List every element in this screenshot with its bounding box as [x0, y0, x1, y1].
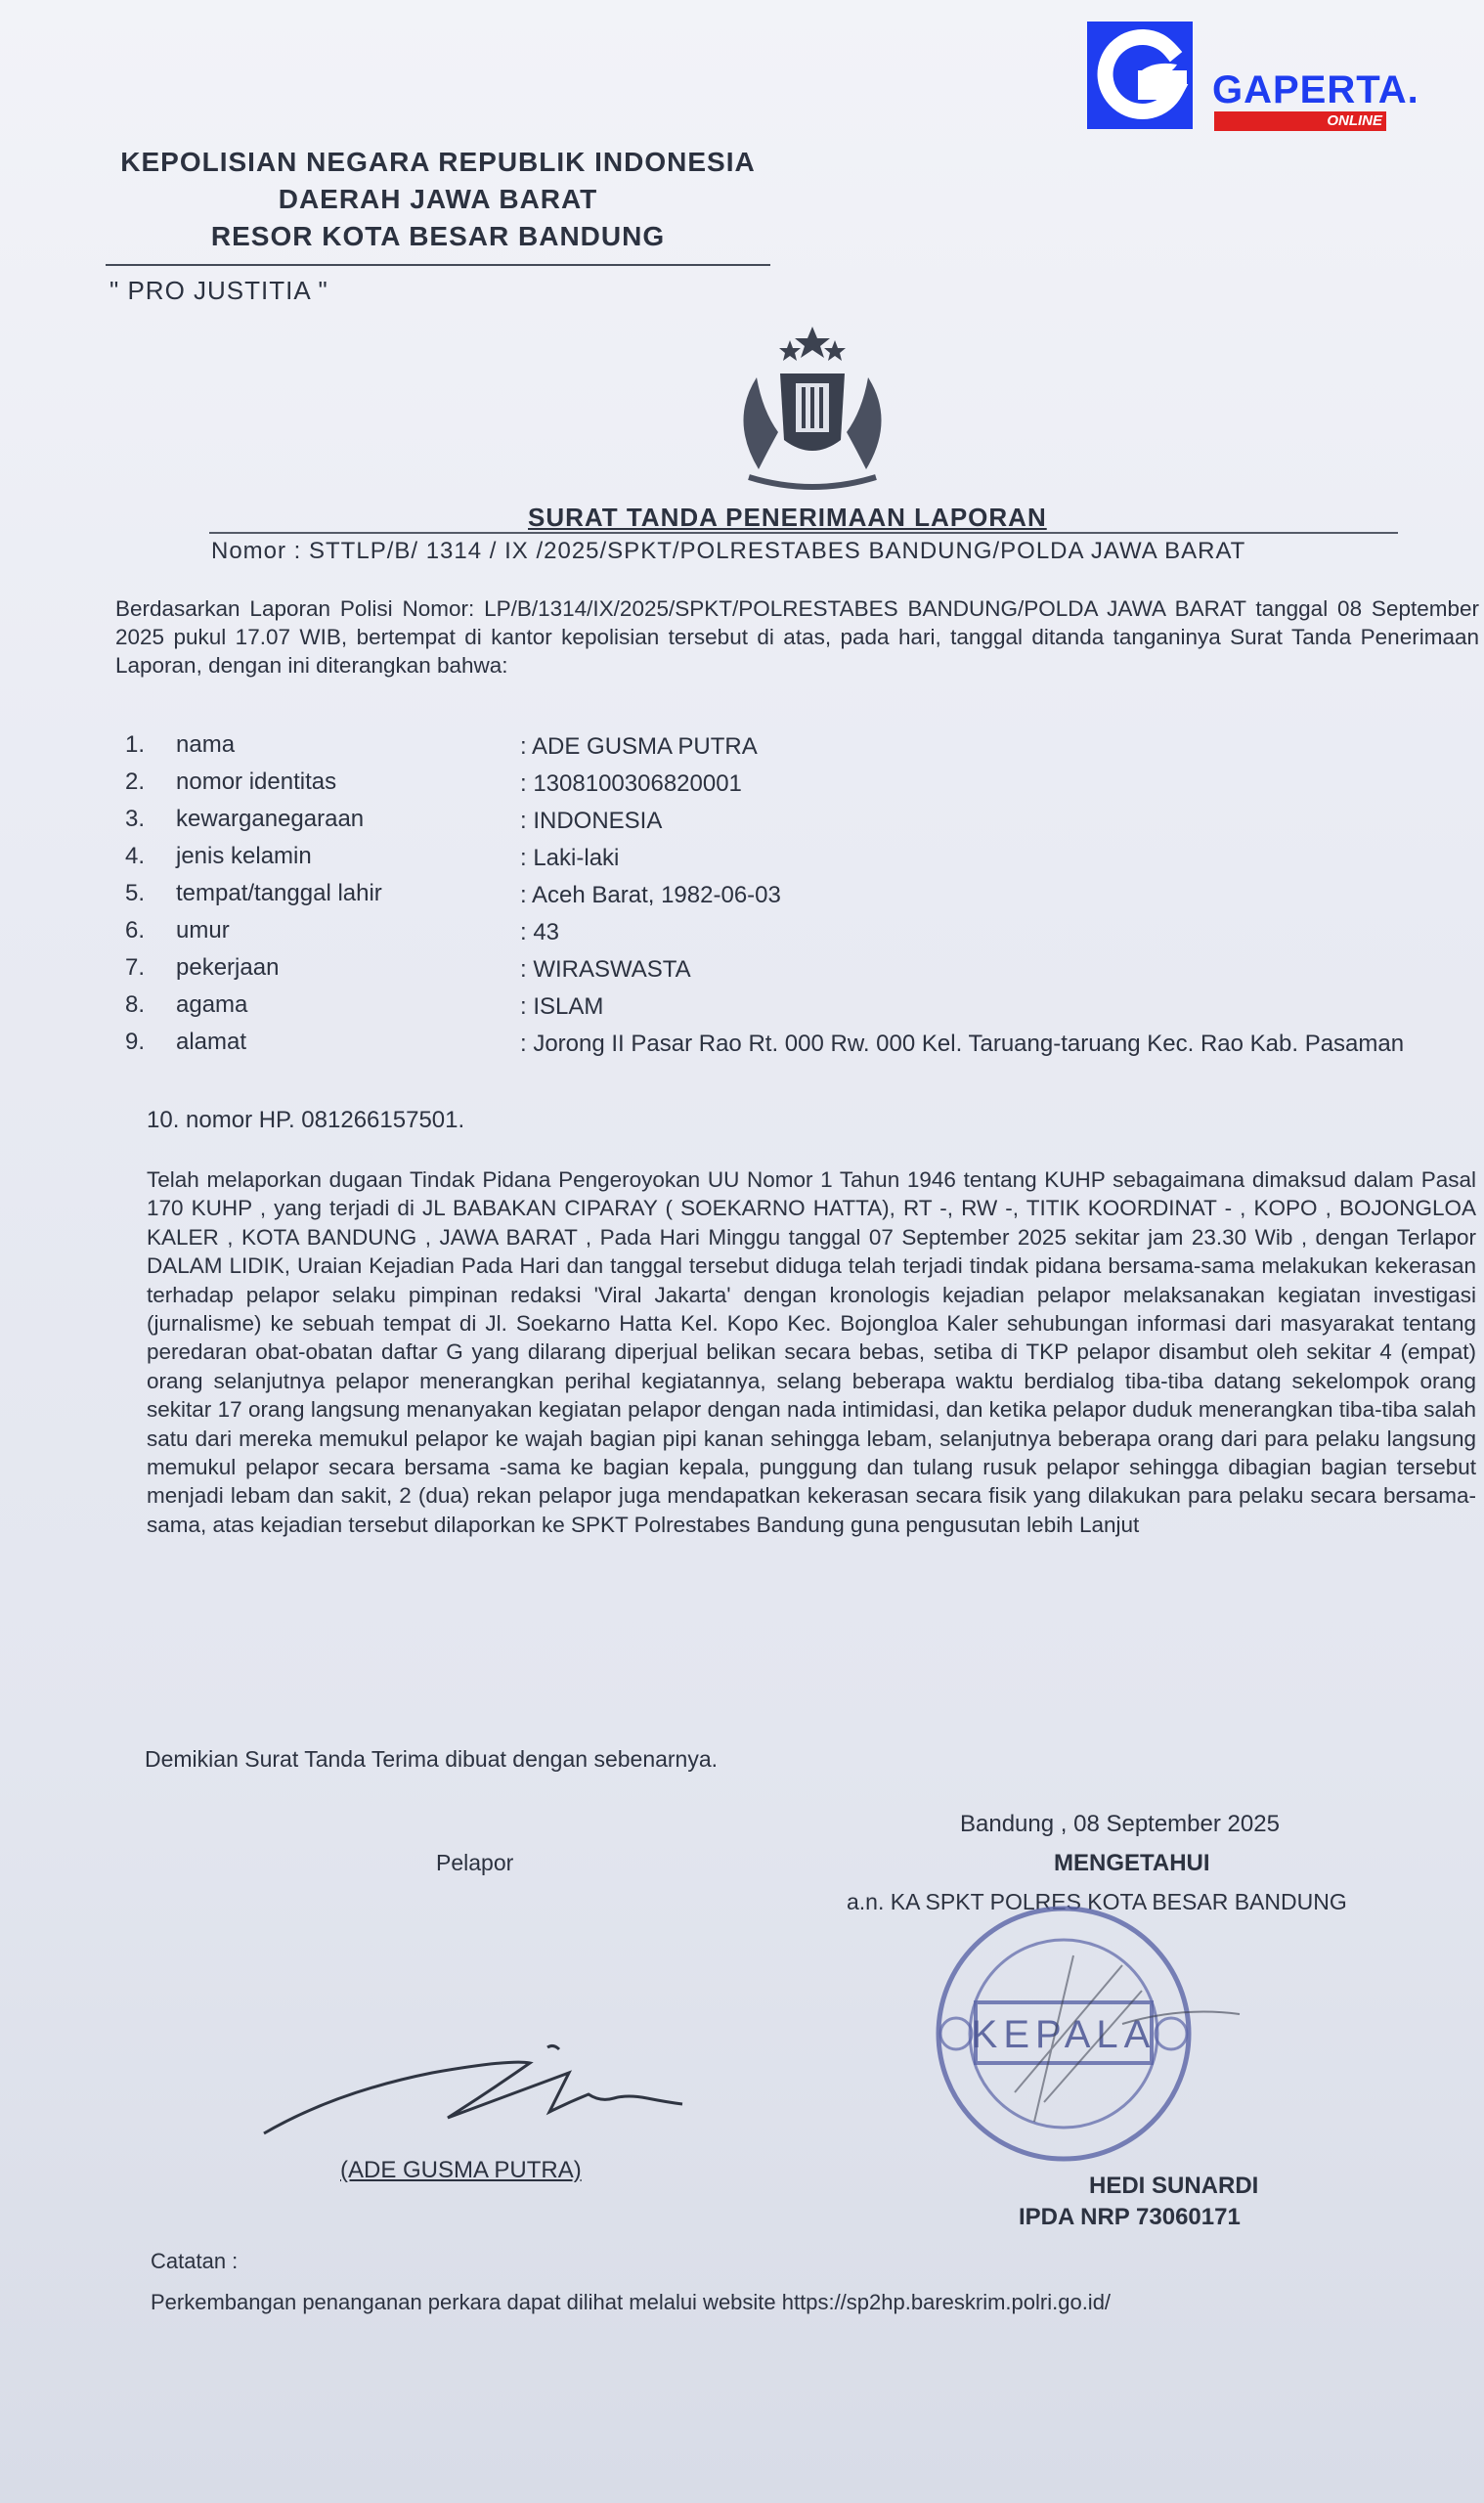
closing-statement: Demikian Surat Tanda Terima dibuat dengan sebenarnya. [145, 1746, 719, 1772]
field-label: jenis kelamin [176, 843, 312, 869]
stamp-text: KEPALA [971, 2013, 1157, 2056]
field-number: 8. [125, 991, 146, 1018]
officer-name: HEDI SUNARDI [1089, 2173, 1259, 2199]
field-number: 4. [125, 843, 146, 869]
field-row [125, 954, 1474, 988]
document-title: SURAT TANDA PENERIMAAN LAPORAN [528, 503, 1047, 532]
gaperta-logo-name: GAPERTA. [1212, 68, 1419, 111]
field-number: 9. [125, 1029, 146, 1055]
reporter-name: (ADE GUSMA PUTRA) [340, 2157, 582, 2183]
field-label: nomor identitas [176, 768, 337, 795]
officer-rank-nrp: IPDA NRP 73060171 [1019, 2204, 1241, 2230]
field-row [125, 917, 1474, 950]
field-number: 1. [125, 731, 146, 758]
field-label: alamat [176, 1029, 247, 1055]
official-stamp-icon [897, 1897, 1249, 2175]
report-body: Telah melaporkan dugaan Tindak Pidana Pengeroyokan UU Nomor 1 Tahun 1946 tentang KUHP sebagaimana dimaksud dalam Pasal 170 KUHP , yang terjadi di JL BABAKAN CIPARAY ( SOEKARNO HATTA), RT -, RW -, TITIK KOORDINAT - , KOPO , BOJONGLOA KALER , KOTA BANDUNG , JAWA BARAT , Pada Hari Minggu tanggal 07 September 2025 sekitar jam 23.30 Wib , dengan Terlapor DALAM LIDIK, Uraian Kejadian Pada Hari dan tanggal tersebut diduga telah terjadi tindak pidana bersama-sama melakukan kekerasan terhadap pelapor selaku pimpinan redaksi 'Viral Jakarta' dengan kronologis kejadian pelapor melaksanakan kegiatan investigasi (jurnalisme) ke sebuah tempat di Jl. Soekarno Hatta Kel. Kopo Kec. Bojongloa Kaler sehubungan informasi dari masyarakat tentang peredaran obat-obatan daftar G yang dilarang diperjual belikan secara bebas, setiba di TKP pelapor disambut oleh sekitar 4 (empat) orang selanjutnya pelapor menerangkan perihal kegiatannya, selang beberapa waktu berdialog tiba-tiba datang sekelompok orang sekitar 17 orang langsung menanyakan kegiatan pelapor dengan nada intimidasi, dan ketika pelapor duduk menerangkan tiba-tiba salah satu dari mereka memukul pelapor ke wajah bagian pipi kanan sehingga lebam, selanjutnya beberapa orang dari para pelaku langsung memukul pelapor secara bersama -sama ke bagian kepala, punggung dan tulang rusuk pelapor sehingga dibagian bagian tersebut menjadi lebam dan sakit, 2 (dua) rekan pelapor juga mendapatkan kekerasan secara fisik yang dilakukan para pelaku secara bersama-sama, atas kejadian tersebut dilaporkan ke SPKT Polrestabes Bandung guna pengusutan lebih Lanjut [147, 1167, 1476, 1537]
document-number: Nomor : STTLP/B/ 1314 / IX /2025/SPKT/POLRESTABES BANDUNG/POLDA JAWA BARAT [211, 538, 1246, 564]
field-row [125, 843, 1474, 876]
field-row [125, 880, 1474, 913]
gaperta-logo-icon [1087, 22, 1193, 129]
field-value: : Jorong II Pasar Rao Rt. 000 Rw. 000 Kel. Taruang-taruang Kec. Rao Kab. Pasaman [520, 1031, 1405, 1057]
field-value: : 1308100306820001 [520, 770, 742, 797]
field-label: agama [176, 991, 248, 1018]
header-line-1: KEPOLISIAN NEGARA REPUBLIK INDONESIA [120, 147, 756, 177]
field-number: 5. [125, 880, 146, 906]
field-number: 2. [125, 768, 146, 795]
field-label: tempat/tanggal lahir [176, 880, 382, 906]
note-label: Catatan : [151, 2249, 239, 2273]
field-value: : Aceh Barat, 1982-06-03 [520, 882, 781, 908]
field-label: umur [176, 917, 230, 944]
field-number: 3. [125, 806, 146, 832]
reporter-signature-icon [256, 2034, 745, 2156]
field-value: : 43 [520, 919, 560, 945]
on-behalf-line: a.n. KA SPKT POLRES KOTA BESAR BANDUNG [847, 1889, 1347, 1914]
intro-paragraph: Berdasarkan Laporan Polisi Nomor: LP/B/1314/IX/2025/SPKT/POLRESTABES BANDUNG/POLDA JAWA BARAT tanggal 08 September 2025 pukul 17.07 WIB, bertempat di kantor kepolisian tersebut di atas, pada hari, tanggal ditanda tanganinya Surat Tanda Penerimaan Laporan, dengan ini diterangkan bahwa: [115, 596, 1479, 678]
field-value: : INDONESIA [520, 808, 663, 834]
field-row [125, 1029, 1474, 1099]
police-emblem-icon [720, 323, 905, 504]
header-line-2: DAERAH JAWA BARAT [278, 184, 598, 214]
field-number: 6. [125, 917, 146, 944]
place-date: Bandung , 08 September 2025 [960, 1811, 1280, 1837]
note-text: Perkembangan penanganan perkara dapat dilihat melalui website https://sp2hp.bareskrim.polri.go.id/ [151, 2290, 1112, 2314]
reporter-label: Pelapor [436, 1850, 514, 1875]
phone-number-field: 10. nomor HP. 081266157501. [147, 1107, 465, 1133]
field-label: pekerjaan [176, 954, 280, 981]
field-value: : ADE GUSMA PUTRA [520, 733, 758, 760]
field-value: : Laki-laki [520, 845, 620, 871]
pro-justitia: " PRO JUSTITIA " [109, 276, 328, 305]
field-value: : WIRASWASTA [520, 956, 691, 983]
field-row [125, 806, 1474, 839]
field-row [125, 731, 1474, 765]
title-rule [209, 532, 1398, 534]
gaperta-logo-sub: ONLINE [1214, 111, 1386, 131]
field-row [125, 991, 1474, 1025]
field-number: 7. [125, 954, 146, 981]
acknowledged-label: MENGETAHUI [1054, 1850, 1210, 1876]
field-label: kewarganegaraan [176, 806, 365, 832]
header-divider [106, 264, 770, 266]
field-label: nama [176, 731, 236, 758]
field-row [125, 768, 1474, 802]
header-line-3: RESOR KOTA BESAR BANDUNG [210, 221, 666, 251]
field-value: : ISLAM [520, 993, 604, 1020]
